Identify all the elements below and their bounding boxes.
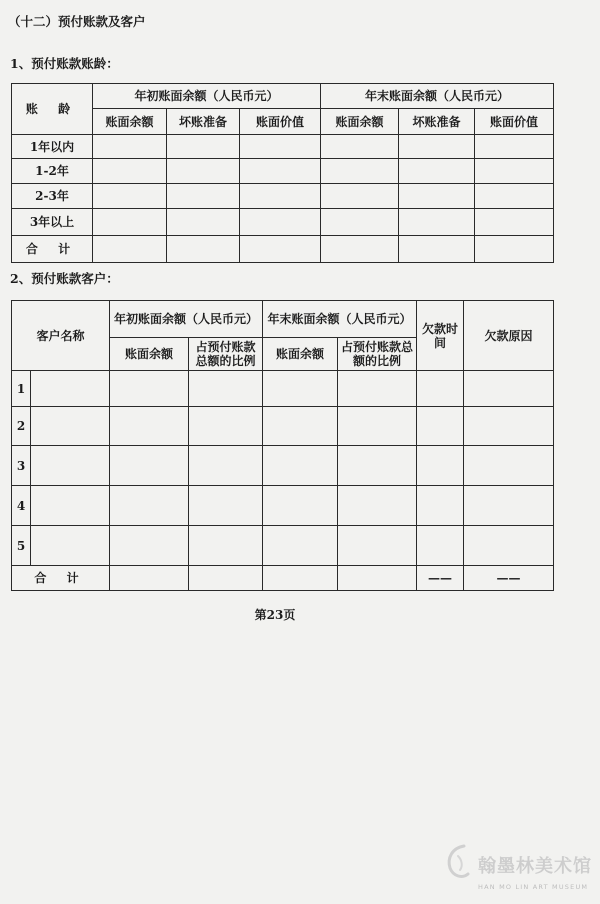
customer-cell <box>338 526 417 566</box>
table-row <box>12 135 554 159</box>
aging-subheader: 账面余额 <box>321 109 399 135</box>
customers-total-label: 合 计 <box>12 566 110 591</box>
table-row <box>12 526 554 566</box>
aging-cell <box>321 135 399 159</box>
customer-cell <box>189 446 263 486</box>
customer-cell <box>110 526 189 566</box>
customer-cell <box>31 486 110 526</box>
customer-cell <box>417 407 464 446</box>
customer-cell <box>417 526 464 566</box>
aging-cell <box>240 159 321 184</box>
customer-cell <box>110 446 189 486</box>
customer-cell <box>263 526 338 566</box>
customer-cell <box>464 486 554 526</box>
aging-cell <box>93 184 167 209</box>
customer-cell <box>464 371 554 407</box>
aging-total-label: 合 计 <box>12 236 93 263</box>
aging-header-age: 账 龄 <box>12 84 93 135</box>
aging-cell <box>475 236 554 263</box>
watermark-logo-subtext: HAN MO LIN ART MUSEUM <box>478 883 589 891</box>
aging-subheader: 坏账准备 <box>167 109 240 135</box>
aging-header-end: 年末账面余额（人民币元） <box>321 84 554 109</box>
customers-header-begin: 年初账面余额（人民币元） <box>110 301 263 338</box>
aging-heading: 1、预付账款账龄： <box>10 56 119 71</box>
aging-cell <box>93 159 167 184</box>
customer-cell <box>417 446 464 486</box>
aging-cell <box>321 159 399 184</box>
table-row-total <box>12 566 554 591</box>
customers-subheader: 账面余额 <box>263 338 338 371</box>
row-number: 2 <box>12 407 31 446</box>
aging-cell <box>93 135 167 159</box>
aging-cell <box>321 236 399 263</box>
customer-cell <box>464 526 554 566</box>
customer-cell <box>110 566 189 591</box>
aging-row-label: 2-3年 <box>12 184 93 209</box>
customer-cell <box>189 486 263 526</box>
section-title: （十二）预付账款及客户 <box>8 14 146 29</box>
customers-header-reason: 欠款原因 <box>464 301 554 371</box>
row-number: 1 <box>12 371 31 407</box>
customer-cell <box>189 566 263 591</box>
customer-cell <box>263 407 338 446</box>
customer-cell <box>338 407 417 446</box>
aging-cell <box>475 184 554 209</box>
customers-header-end: 年末账面余额（人民币元） <box>263 301 417 338</box>
aging-cell <box>399 159 475 184</box>
aging-cell <box>167 159 240 184</box>
table-row <box>12 371 554 407</box>
customer-cell <box>263 566 338 591</box>
aging-cell <box>240 209 321 236</box>
customer-cell <box>31 371 110 407</box>
customers-total-reason: —— <box>464 566 554 591</box>
customers-subheader: 占预付账款总额的比例 <box>338 338 417 371</box>
customers-table <box>11 300 554 591</box>
aging-cell <box>93 236 167 263</box>
customer-cell <box>110 486 189 526</box>
customer-cell <box>31 446 110 486</box>
aging-row-label: 1-2年 <box>12 159 93 184</box>
customers-heading: 2、预付账款客户： <box>10 271 119 286</box>
aging-cell <box>240 135 321 159</box>
customer-cell <box>263 446 338 486</box>
row-number: 3 <box>12 446 31 486</box>
customer-cell <box>189 526 263 566</box>
customers-total-time: —— <box>417 566 464 591</box>
aging-cell <box>399 236 475 263</box>
table-row <box>12 446 554 486</box>
customer-cell <box>417 486 464 526</box>
customer-cell <box>464 446 554 486</box>
table-row <box>12 159 554 184</box>
aging-cell <box>475 135 554 159</box>
customer-cell <box>338 566 417 591</box>
customer-cell <box>31 407 110 446</box>
aging-row-label: 1年以内 <box>12 135 93 159</box>
aging-cell <box>240 236 321 263</box>
aging-cell <box>167 209 240 236</box>
aging-cell <box>93 209 167 236</box>
customer-cell <box>189 371 263 407</box>
aging-cell <box>321 209 399 236</box>
aging-row-label: 3年以上 <box>12 209 93 236</box>
table-row <box>12 184 554 209</box>
table-row <box>12 209 554 236</box>
aging-subheader: 坏账准备 <box>399 109 475 135</box>
customers-subheader: 占预付账款总额的比例 <box>189 338 263 371</box>
page-number: 第23页 <box>254 608 296 622</box>
aging-cell <box>167 135 240 159</box>
aging-cell <box>475 159 554 184</box>
logo-mark-icon <box>444 842 474 882</box>
aging-cell <box>399 209 475 236</box>
customer-cell <box>338 371 417 407</box>
aging-cell <box>167 184 240 209</box>
customer-cell <box>338 446 417 486</box>
customer-cell <box>338 486 417 526</box>
aging-cell <box>399 184 475 209</box>
aging-cell <box>321 184 399 209</box>
aging-subheader: 账面价值 <box>240 109 321 135</box>
aging-subheader: 账面余额 <box>93 109 167 135</box>
table-row <box>12 486 554 526</box>
aging-cell <box>475 209 554 236</box>
aging-cell <box>240 184 321 209</box>
aging-table <box>11 83 554 263</box>
customer-cell <box>31 526 110 566</box>
aging-subheader: 账面价值 <box>475 109 554 135</box>
aging-cell <box>399 135 475 159</box>
customers-subheader: 账面余额 <box>110 338 189 371</box>
table-row-total <box>12 236 554 263</box>
customer-cell <box>263 486 338 526</box>
customers-header-time: 欠款时间 <box>417 301 464 371</box>
customer-cell <box>464 407 554 446</box>
customer-cell <box>263 371 338 407</box>
customer-cell <box>189 407 263 446</box>
aging-cell <box>167 236 240 263</box>
customer-cell <box>417 371 464 407</box>
row-number: 5 <box>12 526 31 566</box>
customer-cell <box>110 371 189 407</box>
table-row <box>12 407 554 446</box>
row-number: 4 <box>12 486 31 526</box>
watermark-logo-text: 翰墨林美术馆 <box>478 856 592 877</box>
customer-cell <box>110 407 189 446</box>
customers-header-name: 客户名称 <box>12 301 110 371</box>
aging-header-begin: 年初账面余额（人民币元） <box>93 84 321 109</box>
